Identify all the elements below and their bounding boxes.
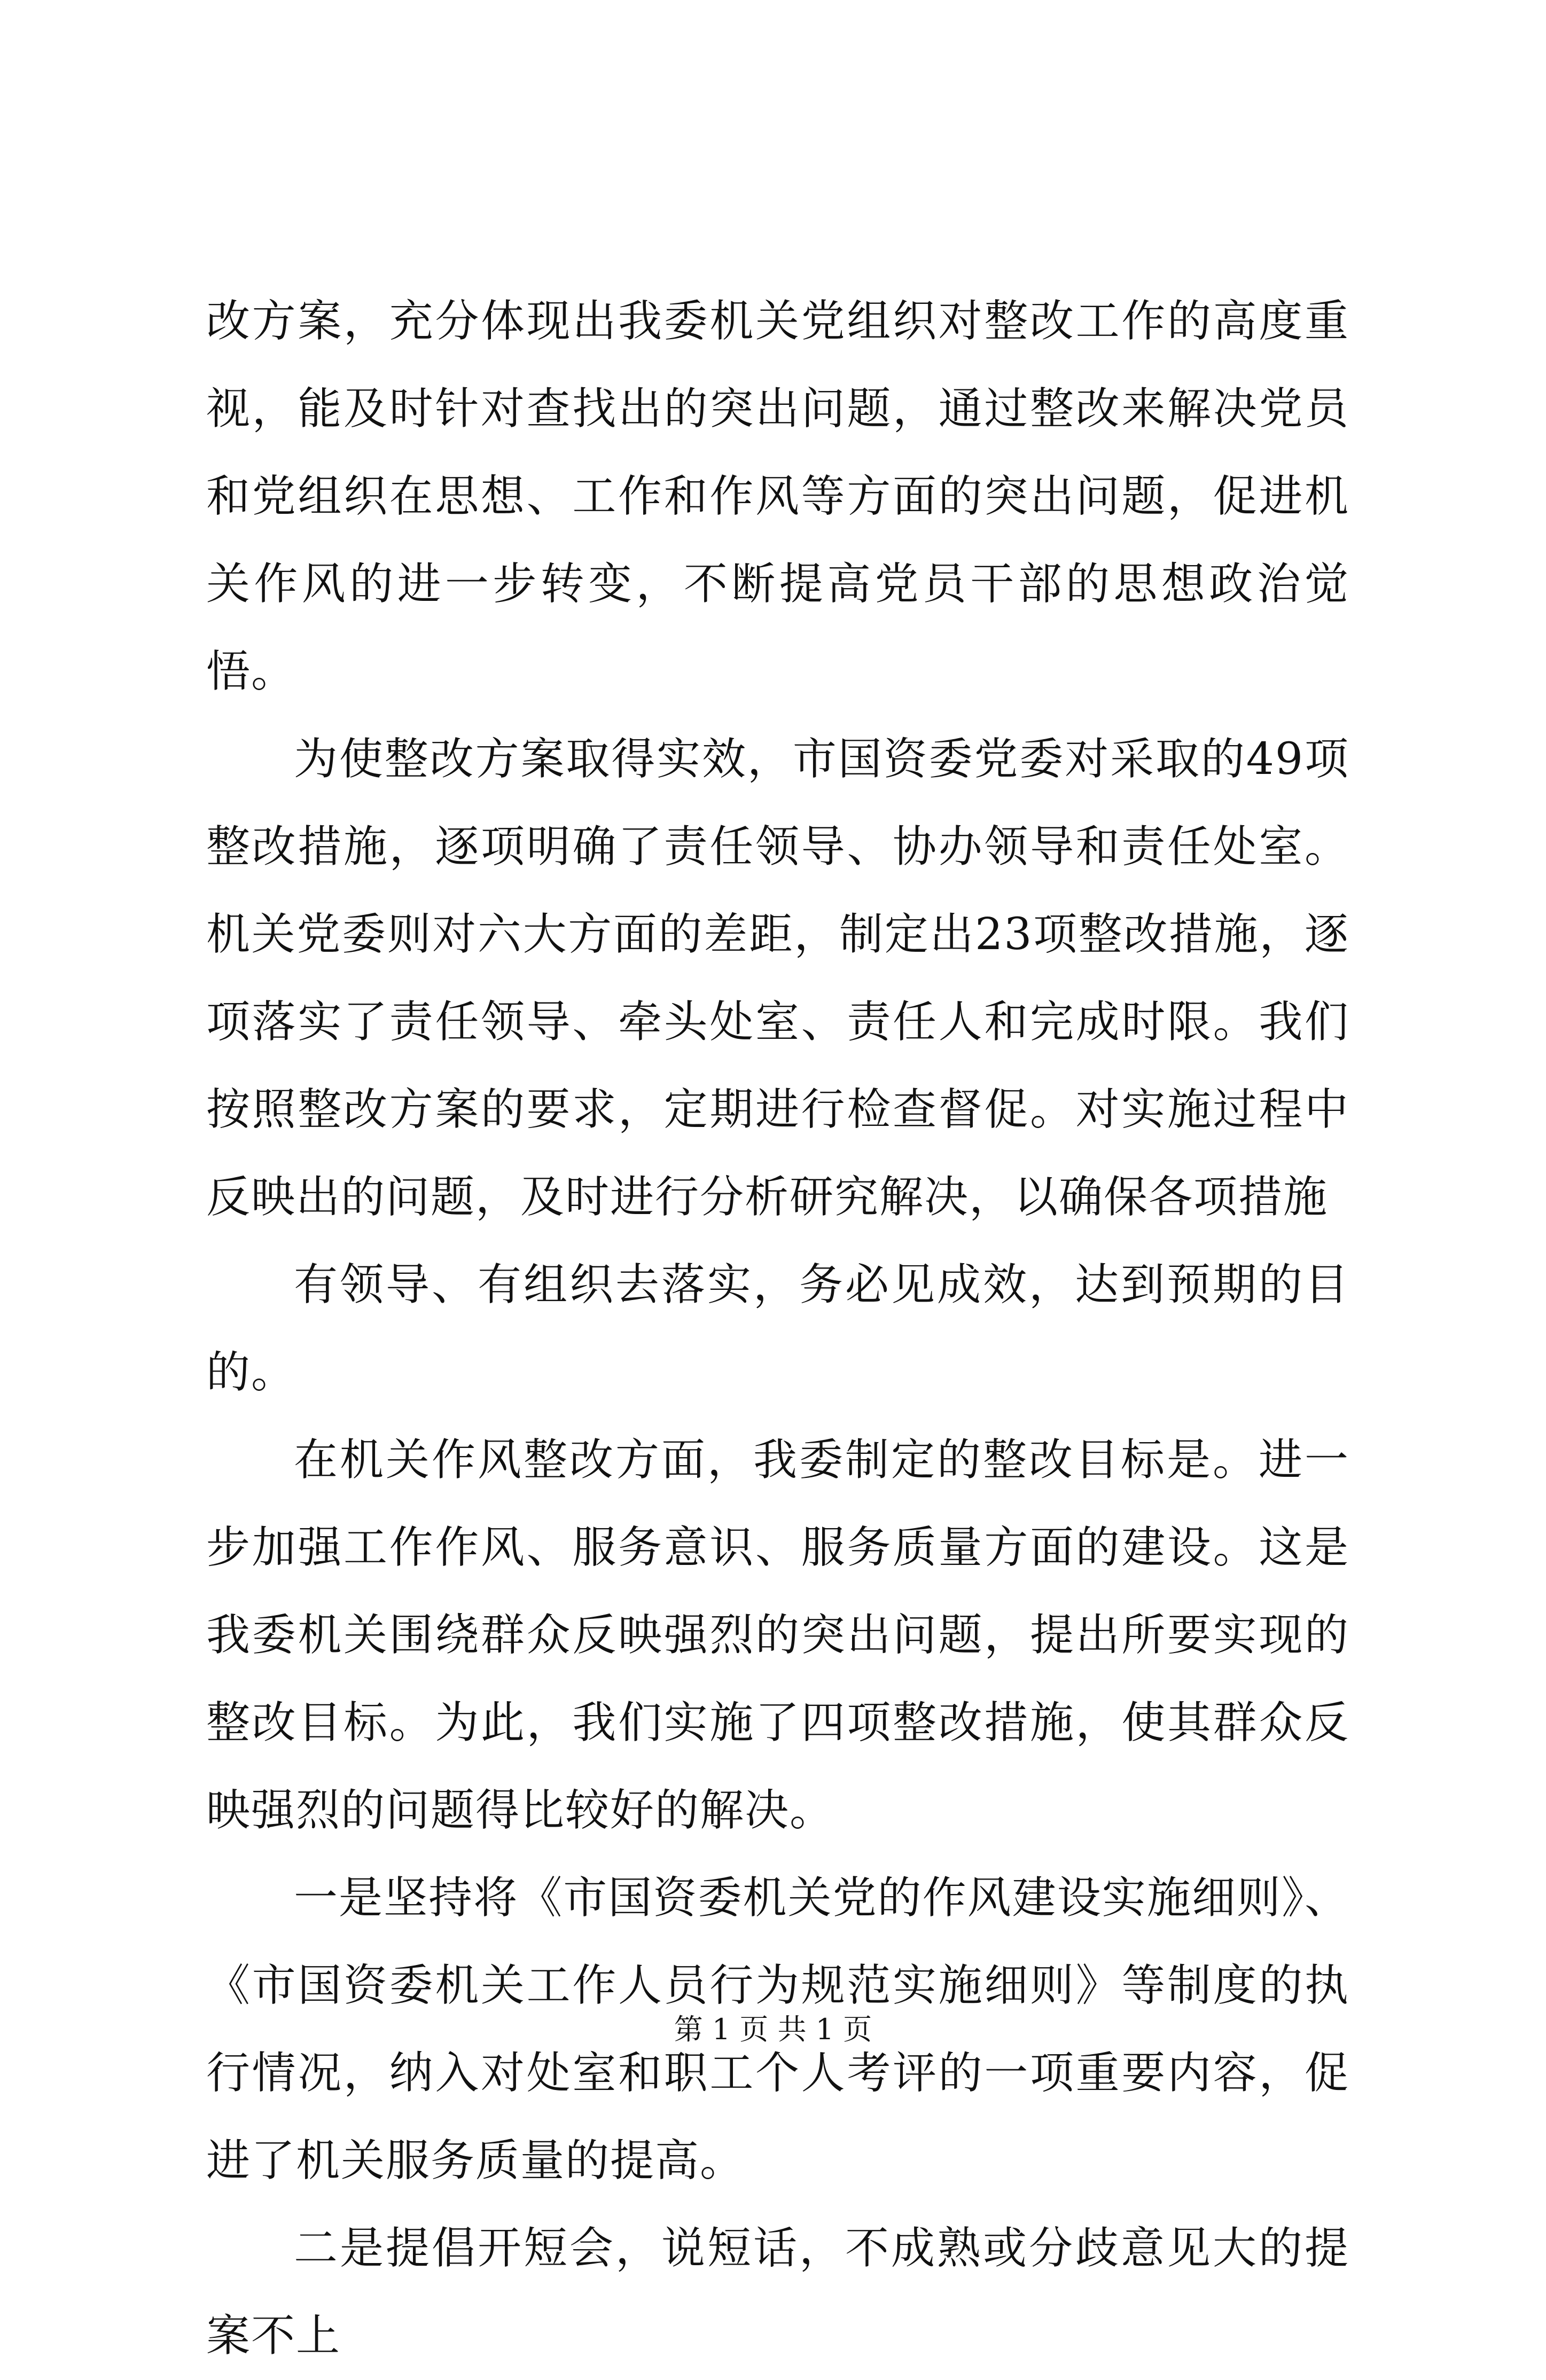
paragraph-3: 有领导、有组织去落实，务必见成效，达到预期的目的。: [206, 1259, 1349, 1398]
page-footer: 第 1 页 共 1 页: [674, 2013, 872, 2046]
paragraph-2: 为使整改方案取得实效，市国资委党委对采取的49项整改措施，逐项明确了责任领导、协办领导和责任处室。机关党委则对六大方面的差距，制定出23项整改措施，逐项落实了责任领导、牵头处室、责任人和完成时限。我们按照整改方案的要求，定期进行检查督促。对实施过程中反映出的问题，及时进行分析研究解决，以确保各项措施: [206, 734, 1349, 1223]
document-body: [206, 278, 1349, 2380]
paragraph-1: 改方案，充分体现出我委机关党组织对整改工作的高度重视，能及时针对查找出的突出问题，通过整改来解决党员和党组织在思想、工作和作风等方面的突出问题，促进机关作风的进一步转变，不断提高党员干部的思想政治觉悟。: [206, 296, 1349, 697]
paragraph-4: 在机关作风整改方面，我委制定的整改目标是。进一步加强工作作风、服务意识、服务质量方面的建设。这是我委机关围绕群众反映强烈的突出问题，提出所要实现的整改目标。为此，我们实施了四项整改措施，使其群众反映强烈的问题得比较好的解决。: [206, 1435, 1349, 1836]
paragraph-6: 二是提倡开短会，说短话，不成熟或分歧意见大的提案不上: [206, 2223, 1349, 2361]
paragraph-5: 一是坚持将《市国资委机关党的作风建设实施细则》、《市国资委机关工作人员行为规范实施细则》等制度的执行情况，纳入对处室和职工个人考评的一项重要内容，促进了机关服务质量的提高。: [206, 1873, 1349, 2186]
